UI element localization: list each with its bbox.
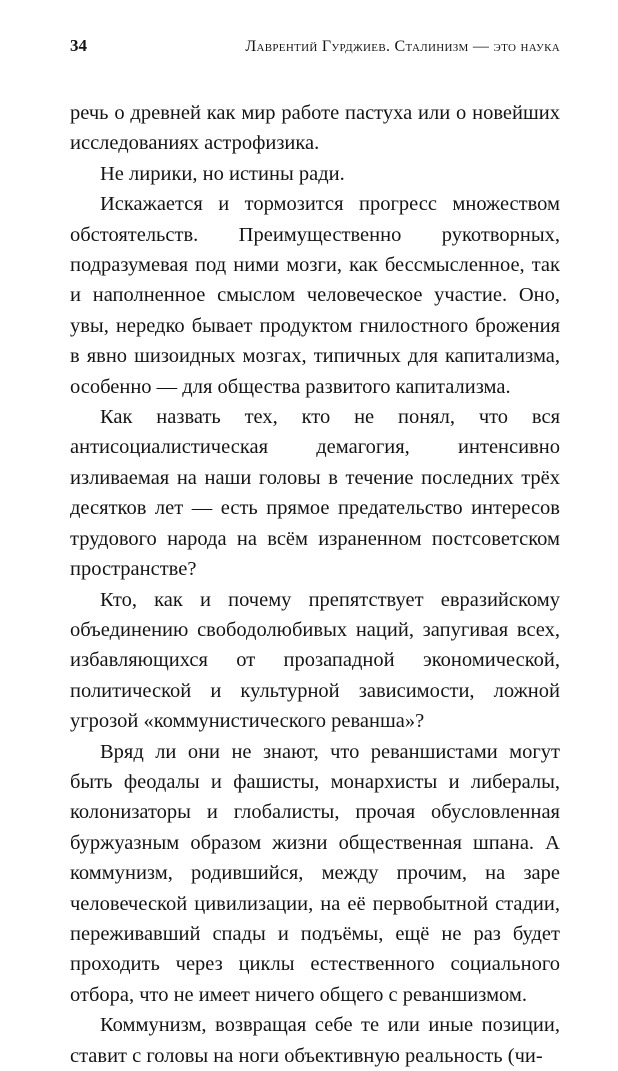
paragraph: Искажается и тормозится прогресс множеством обстоятельств. Преимущественно рукотворных, подразумевая под ними мозги, как бессмысленное, так и наполненное смыслом человеческое участие. Оно, увы, нередко бывает продуктом гнилостного брожения в явно шизоидных мозгах, типичных для капитализма, особенно — для общества развитого капитализма. (70, 193, 560, 398)
body-text (70, 98, 560, 1071)
paragraph-continued: речь о древней как мир работе пастуха или о новейших исследованиях астрофизика. (70, 102, 560, 155)
paragraph: Не лирики, но истины ради. (100, 162, 345, 185)
paragraph: Кто, как и почему препятствует евразийскому объединению свободолюбивых наций, запугивая всех, избавляющихся от прозападной экономической, политической и культурной зависимости, ложной угрозой «коммунистического реванша»? (70, 588, 560, 733)
page-header (70, 36, 560, 64)
paragraph: Коммунизм, возвращая себе те или иные позиции, ставит с головы на ноги объективную реальность (чи- (70, 1014, 560, 1067)
running-head: Лаврентий Гурджиев. Сталинизм — это наука (245, 38, 560, 55)
paragraph: Вряд ли они не знают, что реваншистами могут быть феодалы и фашисты, монархисты и либералы, колонизаторы и глобалисты, прочая обусловленная буржуазным образом жизни общественная шпана. А коммунизм, родившийся, между прочим, на заре человеческой цивилизации, на её первобытной стадии, переживавший спады и подъёмы, ещё не раз будет проходить через циклы естественного социального отбора, что не имеет ничего общего с реваншизмом. (70, 740, 560, 1006)
paragraph: Как назвать тех, кто не понял, что вся антисоциалистическая демагогия, интенсивно изливаемая на наши головы в течение последних трёх десятков лет — есть прямое предательство интересов трудового народа на всём израненном постсоветском пространстве? (70, 406, 560, 581)
book-page (70, 36, 560, 1071)
page-number: 34 (70, 36, 87, 55)
